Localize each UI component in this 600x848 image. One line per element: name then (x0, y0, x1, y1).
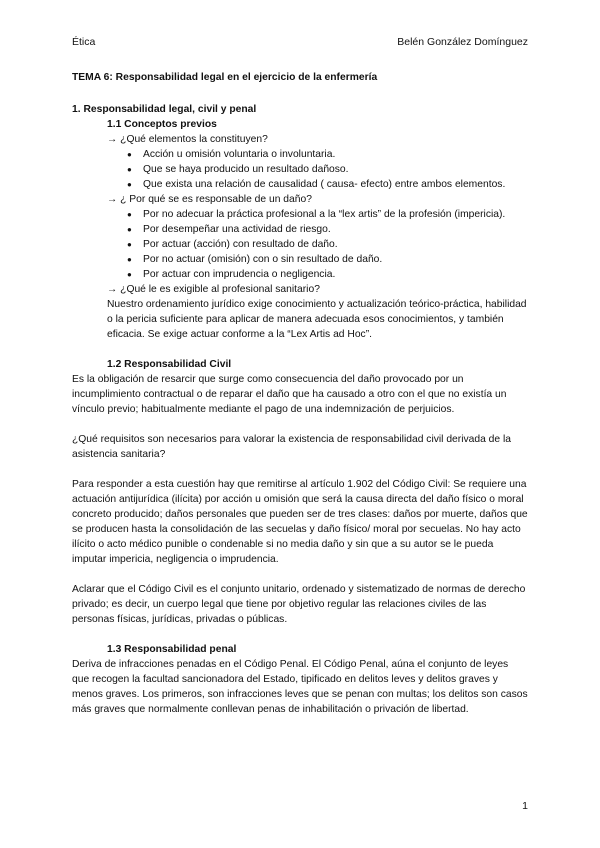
list-item: ● Por no actuar (omisión) con o sin resultado de daño. (143, 252, 528, 267)
list-item: ● Por no adecuar la práctica profesional a la “lex artis” de la profesión (impericia). (143, 207, 528, 222)
list-item: ● Por actuar (acción) con resultado de daño. (143, 237, 528, 252)
document-body (72, 70, 528, 717)
question-2-list (72, 207, 528, 282)
list-item: ● Por desempeñar una actividad de riesgo. (143, 222, 528, 237)
list-item: ● Por actuar con imprudencia o negligencia. (143, 267, 528, 282)
question-2: → ¿ Por qué se es responsable de un daño? (107, 194, 312, 205)
civil-paragraph-3: Para responder a esta cuestión hay que remitirse al artículo 1.902 del Código Civil: Se requiere una actuación antijurídica (ilícita) por acción u omisión que será la causa directa del daño físico o moral concreto producido; daños personales que pueden ser de tres clases: daños por muerte, daños que se producen hasta la consolidación de las secuelas y daño físico/ moral por secuelas. No hay acto ilícito o acto médico punible o condenable si no media daño y sin que a su autor se le pueda imputar impericia, negligencia o imprudencia. (72, 479, 528, 565)
section-1-3-heading: 1.3 Responsabilidad penal (107, 644, 237, 655)
civil-paragraph-1: Es la obligación de resarcir que surge como consecuencia del daño provocado por un incumplimiento contractual o de reparar el daño que ha causado a otro con el que no existía un vínculo previo; habitualmente mediante el pago de una indemnización de perjuicios. (72, 374, 507, 415)
header-subject: Ética (72, 36, 96, 48)
penal-paragraph-1: Deriva de infracciones penadas en el Código Penal. El Código Penal, aúna el conjunto de leyes que recogen la facultad sancionadora del Estado, tipificado en delitos leves y delitos graves y menos graves. Los primeros, son infracciones leves que se penan con multas; los delitos son casos más graves que normalmente conllevan penas de inhabilitación o privación de libertad. (72, 659, 528, 715)
section-1-2-heading: 1.2 Responsabilidad Civil (107, 359, 232, 370)
section-1-1-heading: 1.1 Conceptos previos (107, 119, 217, 130)
civil-paragraph-2: ¿Qué requisitos son necesarios para valorar la existencia de responsabilidad civil derivada de la asistencia sanitaria? (72, 434, 512, 460)
question-3-answer: Nuestro ordenamiento jurídico exige conocimiento y actualización teórico-práctica, habilidad o la pericia suficiente para aplicar de manera adecuada esos conocimientos, y también eficacia. Se exige actuar conforme a la “Lex Artis ad Hoc”. (107, 299, 527, 340)
header-author: Belén González Domínguez (397, 36, 528, 48)
question-1-list (72, 147, 528, 192)
list-item: ● Que se haya producido un resultado dañoso. (143, 162, 528, 177)
page-number: 1 (522, 800, 528, 812)
list-item: ● Que exista una relación de causalidad ( causa- efecto) entre ambos elementos. (143, 177, 528, 192)
question-3: → ¿Qué le es exigible al profesional sanitario? (107, 284, 320, 295)
document-title: TEMA 6: Responsabilidad legal en el ejercicio de la enfermería (72, 72, 378, 83)
list-item: ● Acción u omisión voluntaria o involuntaria. (143, 147, 528, 162)
section-1-heading: 1. Responsabilidad legal, civil y penal (72, 104, 257, 115)
civil-paragraph-4: Aclarar que el Código Civil es el conjunto unitario, ordenado y sistematizado de normas de derecho privado; es decir, un cuerpo legal que tiene por objetivo regular las relaciones civiles de las personas físicas, jurídicas, privadas o públicas. (72, 584, 526, 625)
question-1: → ¿Qué elementos la constituyen? (107, 134, 268, 145)
